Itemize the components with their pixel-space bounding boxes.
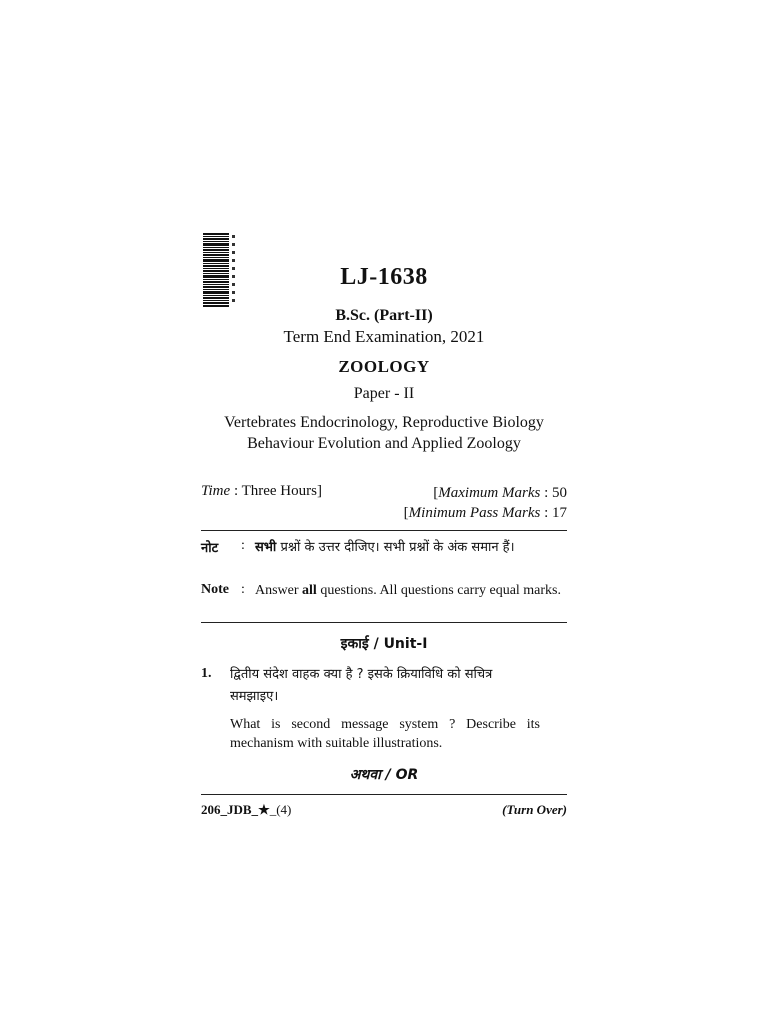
time-value: : Three Hours] (233, 483, 322, 499)
paper-number: Paper - II (353, 385, 415, 402)
pass-marks-value: : 17 (544, 505, 567, 521)
star-icon: ★ (258, 802, 270, 817)
note-english-bold: all (302, 583, 317, 598)
divider-top (201, 530, 567, 531)
footer-code-suffix: _(4) (269, 802, 292, 817)
or-separator: अथवा / OR (349, 767, 419, 783)
turn-over-label: (Turn Over) (502, 802, 567, 817)
max-marks-value: : 50 (544, 485, 567, 501)
topic-line-2: Behaviour Evolution and Applied Zoology (247, 435, 521, 452)
footer-code (201, 802, 291, 818)
time-allowed (201, 483, 322, 500)
divider-bottom (201, 794, 567, 795)
pass-marks: [Minimum Pass Marks : 17 (403, 505, 567, 521)
note-english-key: Note (201, 582, 229, 597)
question-1-english: What is second message system ? Describe its mechanism with suitable illustrations. (230, 717, 540, 751)
note-hindi-text (255, 538, 567, 558)
max-marks: [Maximum Marks : 50 (433, 485, 567, 501)
paper-topics (201, 412, 567, 454)
note-english-text (255, 582, 567, 600)
note-english-post: questions. All questions carry equal marks. (320, 583, 562, 598)
max-marks-label: Maximum Marks (438, 485, 541, 501)
question-1 (201, 664, 567, 708)
exam-name: Term End Examination, 2021 (283, 327, 485, 346)
note-hindi-colon: : (241, 538, 245, 553)
note-hindi-key: नोट (201, 541, 219, 556)
course-name: B.Sc. (Part-II) (335, 307, 433, 324)
paper-code: LJ-1638 (340, 264, 428, 290)
note-english-pre: Answer (255, 583, 299, 598)
note-hindi-bold: सभी (255, 540, 277, 555)
note-hindi-body: प्रश्नों के उत्तर दीजिए। सभी प्रश्नों के अंक समान हैं। (280, 540, 515, 555)
question-1-hindi: द्वितीय संदेश वाहक क्या है ? इसके क्रियाविधि को सचित्र समझाइए। (230, 667, 493, 704)
footer-code-prefix: 206_JDB_ (201, 802, 259, 817)
time-label: Time (201, 483, 231, 499)
note-english-colon: : (241, 582, 245, 597)
question-1-number: 1. (201, 666, 212, 681)
divider-middle (201, 622, 567, 623)
unit-heading: इकाई / Unit-I (340, 636, 428, 652)
pass-marks-label: Minimum Pass Marks (408, 505, 541, 521)
note-english (201, 582, 567, 600)
subject-title: ZOOLOGY (338, 357, 430, 376)
note-hindi (201, 538, 567, 558)
marks-block (404, 483, 567, 523)
topic-line-1: Vertebrates Endocrinology, Reproductive Biology (224, 414, 544, 431)
